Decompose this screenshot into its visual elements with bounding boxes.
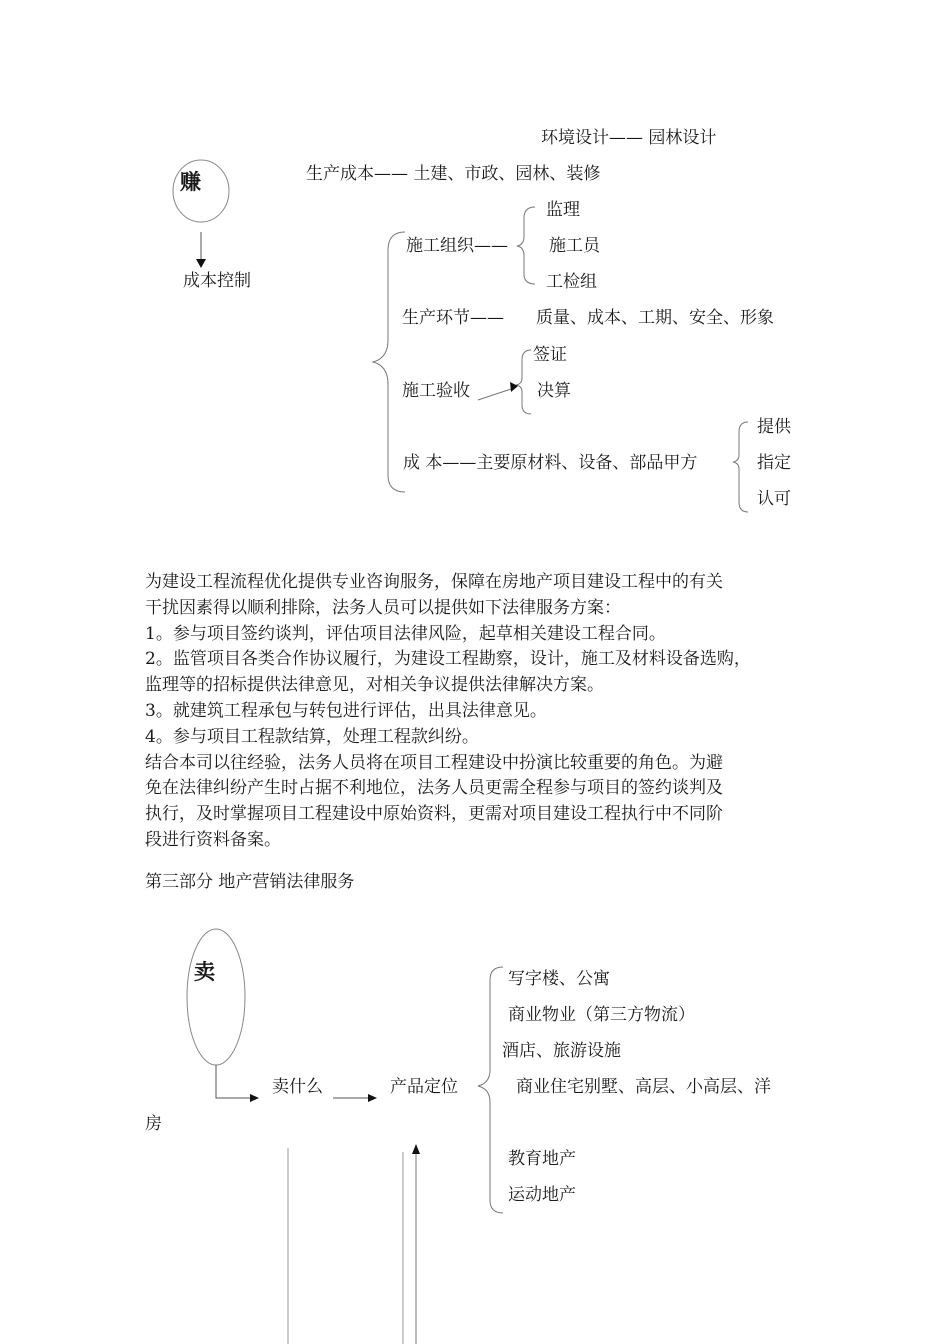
acceptance-brace xyxy=(516,350,531,414)
what-to-sell-label: 卖什么 xyxy=(272,1077,323,1097)
cost-line-label: 成 本——主要原材料、设备、部品甲方 xyxy=(403,453,698,473)
product-item-commercial: 商业物业（第三方物流） xyxy=(508,1005,695,1025)
section-title: 第三部分 地产营销法律服务 xyxy=(145,872,355,892)
paragraph-line: 执行，及时掌握项目工程建设中原始资料，更需对项目建设工程执行中不同阶 xyxy=(145,804,723,825)
main-brace xyxy=(373,232,405,492)
mai-ellipse xyxy=(187,929,245,1065)
service-paragraph xyxy=(145,570,825,854)
product-item-sports: 运动地产 xyxy=(508,1185,576,1205)
cost-brace xyxy=(733,422,748,512)
paragraph-line: 1。参与项目签约谈判，评估项目法律风险，起草相关建设工程合同。 xyxy=(145,623,666,644)
paragraph-line: 监理等的招标提供法律意见，对相关争议提供法律解决方案。 xyxy=(145,675,604,696)
zhuan-node: 赚 xyxy=(180,170,201,194)
cost-item-designate: 指定 xyxy=(757,453,791,473)
zhuan-arrow-head xyxy=(196,259,206,268)
mai-arrow-line xyxy=(216,1065,252,1098)
product-item-office: 写字楼、公寓 xyxy=(508,969,610,989)
paragraph-line: 段进行资料备案。 xyxy=(145,829,281,850)
positioning-brace xyxy=(478,967,503,1213)
paragraph-line: 免在法律纠纷产生时占据不利地位，法务人员更需全程参与项目的签约谈判及 xyxy=(145,778,723,799)
product-item-residential-wrap: 房 xyxy=(145,1114,162,1134)
acceptance-item-settlement: 决算 xyxy=(537,381,571,401)
paragraph-line: 4。参与项目工程款结算，处理工程款纠纷。 xyxy=(145,726,479,747)
org-item-builder: 施工员 xyxy=(549,236,600,256)
mai-arrow-head xyxy=(250,1094,259,1102)
acceptance-label: 施工验收 xyxy=(402,381,470,401)
product-item-hotel: 酒店、旅游设施 xyxy=(502,1041,621,1061)
paragraph-line: 3。就建筑工程承包与转包进行评估，出具法律意见。 xyxy=(145,700,547,721)
org-brace xyxy=(517,207,535,284)
paragraph-line: 结合本司以往经验，法务人员将在项目工程建设中扮演比较重要的角色。为避 xyxy=(145,752,723,773)
top-right-label: 环境设计—— 园林设计 xyxy=(541,128,717,148)
paragraph-line: 为建设工程流程优化提供专业咨询服务，保障在房地产项目建设工程中的有关 xyxy=(145,572,723,592)
org-item-supervision: 监理 xyxy=(546,200,580,220)
production-cost-label: 生产成本—— 土建、市政、园林、装修 xyxy=(306,164,601,184)
product-item-residential: 商业住宅别墅、高层、小高层、洋 xyxy=(516,1077,771,1097)
acceptance-item-visa: 签证 xyxy=(533,345,567,365)
vertical-arrow-head xyxy=(412,1144,420,1154)
cost-item-provide: 提供 xyxy=(757,417,791,437)
acceptance-arrow-head xyxy=(510,382,518,392)
paragraph-line: 2。监管项目各类合作协议履行，为建设工程勘察，设计，施工及材料设备选购， xyxy=(145,649,751,670)
acceptance-arrow-line xyxy=(478,388,514,400)
positioning-label: 产品定位 xyxy=(390,1077,458,1097)
production-items: 质量、成本、工期、安全、形象 xyxy=(536,308,774,328)
cost-control-label: 成本控制 xyxy=(183,271,251,291)
mai-node: 卖 xyxy=(194,960,215,984)
production-link-label: 生产环节—— xyxy=(402,308,504,328)
paragraph-line: 干扰因素得以顺利排除，法务人员可以提供如下法律服务方案： xyxy=(145,597,621,618)
cost-item-approve: 认可 xyxy=(757,489,791,509)
what-arrow-head xyxy=(368,1094,377,1102)
org-item-inspection: 工检组 xyxy=(546,272,597,292)
construction-org-label: 施工组织—— xyxy=(406,236,508,256)
product-item-education: 教育地产 xyxy=(508,1149,576,1169)
